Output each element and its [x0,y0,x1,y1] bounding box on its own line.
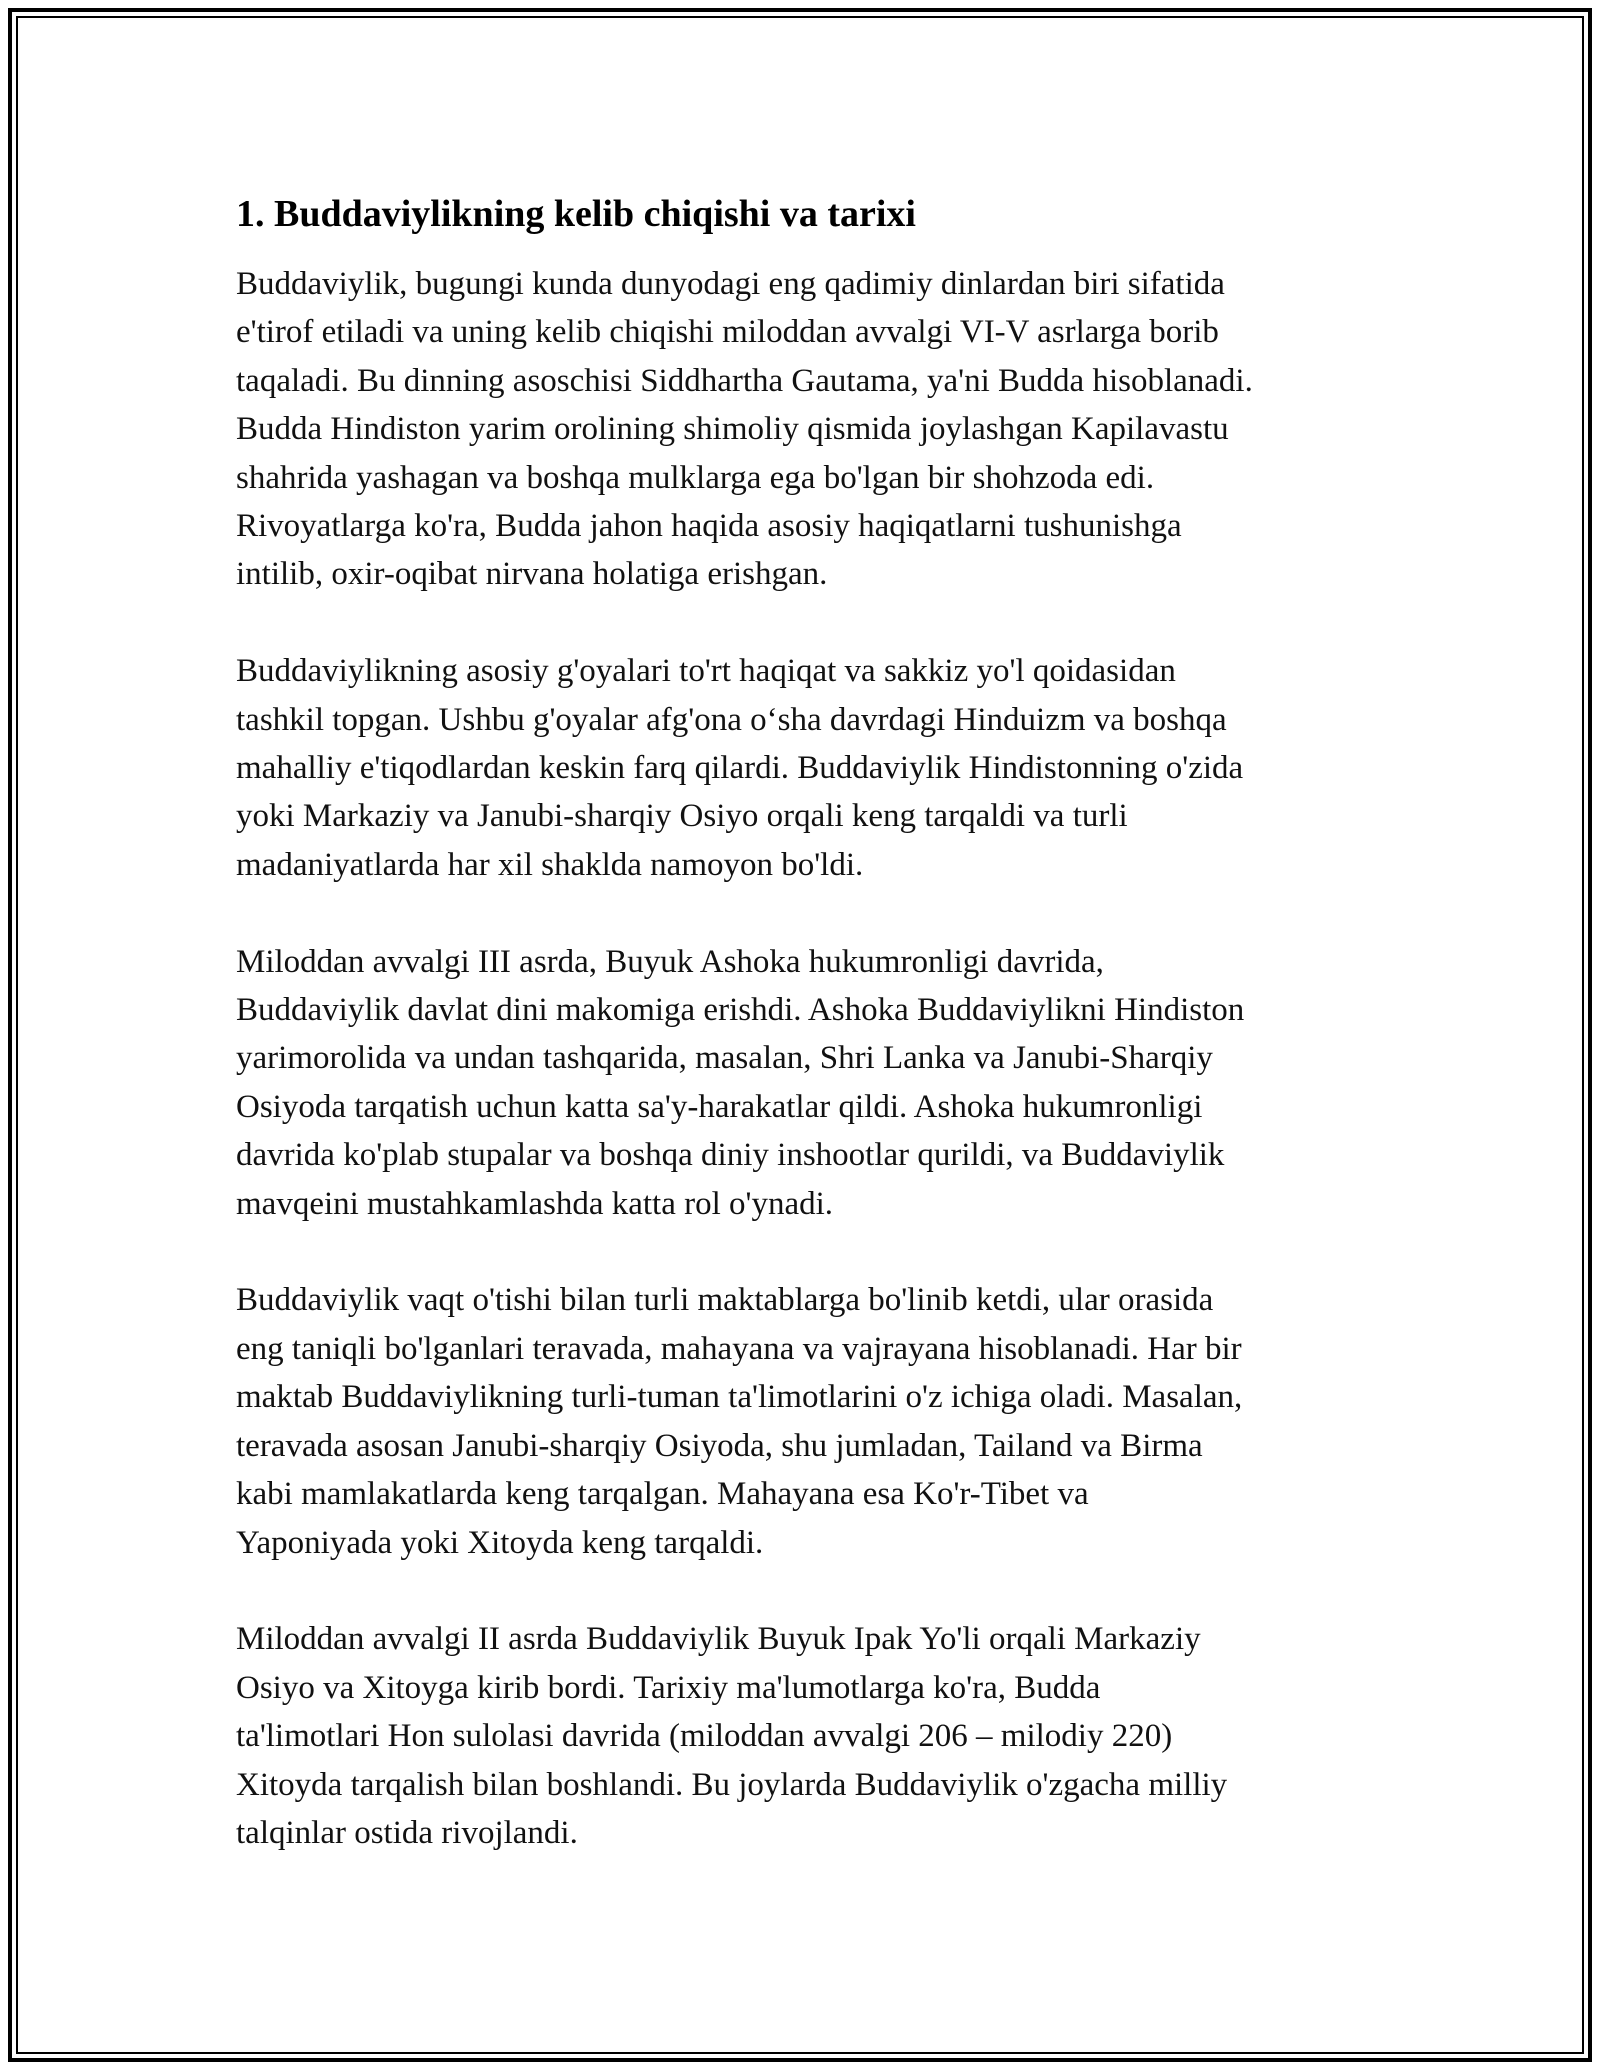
paragraph-schools: Buddaviylik vaqt o'tishi bilan turli maktablarga bo'linib ketdi, ular orasida eng taniqli bo'lganlari teravada, mahayana va vajrayana hisoblanadi. Har bir maktab Buddaviylikning turli-tuman ta'limotlarini o'z ichiga oladi. Masalan, teravada asosan Janubi-sharqiy Osiyoda, shu jumladan, Tailand va Birma kabi mamlakatlarda keng tarqalgan. Mahayana esa Ko'r-Tibet va Yaponiyada yoki Xitoyda keng tarqaldi. [236,1282,1243,1561]
document-body [236,188,1376,1906]
section-heading: 1. Buddaviylikning kelib chiqishi va tarixi [236,193,916,235]
paragraph-origins: Buddaviylik, bugungi kunda dunyodagi eng qadimiy dinlardan biri sifatida e'tirof etiladi va uning kelib chiqishi miloddan avvalgi VI-V asrlarga borib taqaladi. Bu dinning asoschisi Siddhartha Gautama, ya'ni Budda hisoblanadi. Budda Hindiston yarim orolining shimoliy qismida joylashgan Kapilavastu shahrida yashagan va boshqa mulklarga ega bo'lgan bir shohzoda edi. Rivoyatlarga ko'ra, Budda jahon haqida asosiy haqiqatlarni tushunishga intilib, oxir-oqibat nirvana holatiga erishgan. [236,266,1253,593]
paragraph-core-ideas: Buddaviylikning asosiy g'oyalari to'rt haqiqat va sakkiz yo'l qoidasidan tashkil topgan. Ushbu g'oyalar afg'ona o‘sha davrdagi Hinduizm va boshqa mahalliy e'tiqodlardan keskin farq qilardi. Buddaviylik Hindistonning o'zida yoki Markaziy va Janubi-sharqiy Osiyo orqali keng tarqaldi va turli madaniyatlarda har xil shaklda namoyon bo'ldi. [236,653,1244,883]
paragraph-silk-road: Miloddan avvalgi II asrda Buddaviylik Buyuk Ipak Yo'li orqali Markaziy Osiyo va Xitoyga kirib bordi. Tarixiy ma'lumotlarga ko'ra, Budda ta'limotlari Hon sulolasi davrida (miloddan avvalgi 206 – milodiy 220) Xitoyda tarqalish bilan boshlandi. Bu joylarda Buddaviylik o'zgacha milliy talqinlar ostida rivojlandi. [236,1621,1228,1851]
paragraph-ashoka: Miloddan avvalgi III asrda, Buyuk Ashoka hukumronligi davrida, Buddaviylik davlat dini makomiga erishdi. Ashoka Buddaviylikni Hindiston yarimorolida va undan tashqarida, masalan, Shri Lanka va Janubi-Sharqiy Osiyoda tarqatish uchun katta sa'y-harakatlar qildi. Ashoka hukumronligi davrida ko'plab stupalar va boshqa diniy inshootlar qurildi, va Buddaviylik mavqeini mustahkamlashda katta rol o'ynadi. [236,943,1245,1222]
